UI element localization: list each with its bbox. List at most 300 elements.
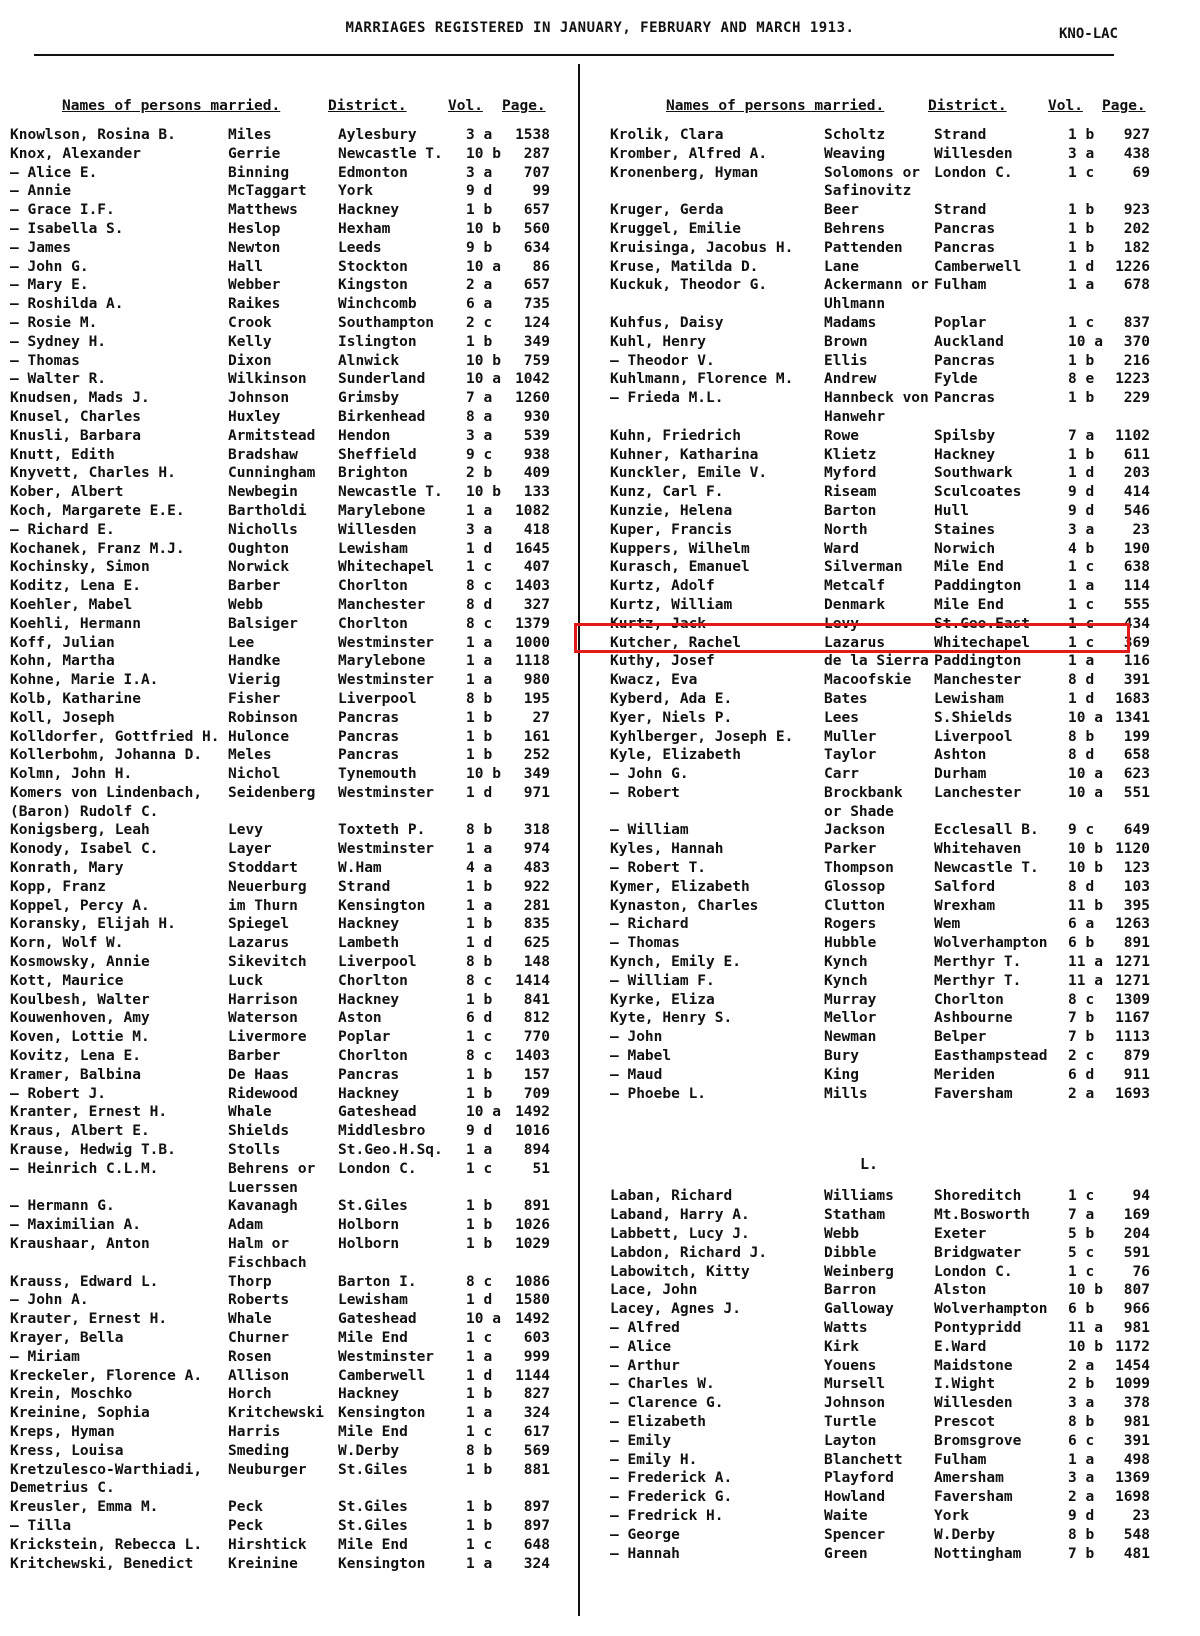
entry-name: — William	[610, 822, 689, 839]
entry-row	[10, 314, 576, 333]
entry-row	[10, 258, 576, 277]
entry-spouse: Kritchewski	[228, 1405, 325, 1422]
entry-vol: 1 a	[466, 634, 493, 651]
entry-district: Toxteth P.	[338, 822, 426, 839]
entry-name: Koehli, Hermann	[10, 615, 141, 632]
entry-spouse: Williams	[824, 1188, 894, 1205]
entry-district: S.Shields	[934, 709, 1013, 726]
entry-page: 1538	[515, 127, 550, 143]
entry-spouse: Kavanagh	[228, 1198, 298, 1215]
entry-name: Koulbesh, Walter	[10, 991, 150, 1008]
entry-vol: 1 b	[466, 1461, 493, 1478]
entry-name: Krolik, Clara	[610, 127, 724, 143]
entry-row	[10, 446, 576, 465]
entry-spouse: Miles	[228, 127, 272, 143]
entry-name: — Maud	[610, 1066, 663, 1083]
entry-name: — Frederick A.	[610, 1470, 733, 1487]
entry-spouse: Mellor	[824, 1010, 877, 1027]
entry-district: Belper	[934, 1029, 987, 1046]
entry-name: Kuthy, Josef	[610, 653, 715, 670]
entry-vol: 6 d	[1068, 1066, 1095, 1083]
entry-name: Kollerbohm, Johanna D.	[10, 747, 203, 764]
entry-name: — Thomas	[10, 352, 80, 369]
entry-row	[10, 558, 576, 577]
entry-name: Labbett, Lucy J.	[610, 1226, 750, 1243]
entry-row	[10, 352, 576, 371]
entry-vol: 2 c	[1068, 1048, 1095, 1065]
entry-spouse: Jackson	[824, 822, 886, 839]
entry-district: Kensington	[338, 897, 426, 914]
entry-name: Kruse, Matilda D.	[610, 258, 759, 275]
entry-spouse: Spiegel	[228, 916, 290, 933]
entry-page: 827	[523, 1386, 550, 1403]
entry-spouse: Hanwehr	[824, 408, 886, 425]
entry-page: 807	[1123, 1282, 1150, 1299]
entry-spouse: Blanchett	[824, 1451, 903, 1468]
entry-page: 974	[523, 841, 550, 858]
entry-spouse: Adam	[228, 1217, 263, 1234]
entry-page: 770	[523, 1029, 550, 1046]
entry-vol: 3 a	[466, 521, 493, 538]
entry-row	[610, 577, 1180, 596]
entry-page: 617	[523, 1423, 550, 1440]
entry-district: Prescot	[934, 1414, 996, 1430]
entry-district: Pancras	[934, 220, 996, 237]
entry-name: — Alice	[610, 1338, 672, 1355]
entry-row	[610, 709, 1180, 728]
left-entries	[10, 126, 576, 1573]
entry-district: Camberwell	[934, 258, 1022, 275]
entry-spouse: Beer	[824, 202, 859, 219]
entry-spouse: Johnson	[228, 390, 290, 407]
entry-page: 981	[1123, 1414, 1150, 1430]
entry-name: Knowlson, Rosina B.	[10, 127, 176, 143]
entry-name: Laban, Richard	[610, 1188, 733, 1205]
entry-district: Gateshead	[338, 1104, 417, 1121]
entry-spouse: Bury	[824, 1048, 859, 1065]
entry-district: Merthyr T.	[934, 972, 1022, 989]
entry-vol: 1 c	[1068, 596, 1095, 613]
entry-page: 555	[1123, 596, 1150, 613]
entry-name: — Phoebe L.	[610, 1085, 707, 1102]
entry-page: 324	[523, 1555, 550, 1572]
entry-page: 103	[1123, 878, 1150, 895]
entry-spouse: Rowe	[824, 427, 859, 444]
entry-page: 1167	[1115, 1010, 1150, 1027]
entry-row	[610, 784, 1180, 803]
entry-page: 349	[523, 333, 550, 350]
entry-row	[610, 258, 1180, 277]
entry-vol: 1 b	[466, 333, 493, 350]
entry-spouse: Whale	[228, 1104, 272, 1121]
entry-district: Chorlton	[338, 615, 408, 632]
entry-district: Paddington	[934, 578, 1022, 595]
entry-page: 879	[1123, 1048, 1150, 1065]
entry-vol: 10 b	[466, 484, 501, 501]
entry-spouse: Statham	[824, 1207, 886, 1224]
entry-vol: 1 b	[466, 1066, 493, 1083]
entry-vol: 7 a	[466, 390, 493, 407]
entry-district: Southampton	[338, 314, 435, 331]
entry-spouse: Barber	[228, 1048, 281, 1065]
entry-page: 395	[1123, 897, 1150, 914]
entry-name: Kochinsky, Simon	[10, 559, 150, 576]
entry-page: 1271	[1115, 954, 1150, 971]
entry-vol: 10 b	[1068, 841, 1103, 858]
entry-district: Chorlton	[338, 578, 408, 595]
entry-name: Kochanek, Franz M.J.	[10, 540, 185, 557]
entry-vol: 1 a	[466, 1348, 493, 1365]
entry-district: Liverpool	[934, 728, 1013, 745]
entry-name: Kuhl, Henry	[610, 333, 707, 350]
entry-row	[10, 709, 576, 728]
entry-row	[610, 1263, 1180, 1282]
entry-district: Holborn	[338, 1236, 400, 1253]
entry-name: Knusel, Charles	[10, 408, 141, 425]
entry-page: 980	[523, 672, 550, 689]
entry-name: — Sydney H.	[10, 333, 107, 350]
entry-name: — Richard	[610, 916, 689, 933]
entry-page: 1341	[1115, 709, 1150, 726]
entry-row	[10, 765, 576, 784]
entry-name: — Frederick G.	[610, 1489, 733, 1506]
entry-spouse: Hubble	[824, 935, 877, 952]
entry-page: 1260	[515, 390, 550, 407]
page-title: MARRIAGES REGISTERED IN JANUARY, FEBRUARY AND MARCH 1913.	[345, 20, 855, 36]
entry-vol: 1 a	[1068, 1451, 1095, 1468]
entry-spouse: Howland	[824, 1489, 886, 1506]
entry-vol: 4 b	[1068, 540, 1095, 557]
entry-spouse: Neuburger	[228, 1461, 307, 1478]
entry-page: 1086	[515, 1273, 550, 1290]
entry-name: Kronenberg, Hyman	[610, 164, 759, 181]
entry-district: Birkenhead	[338, 408, 426, 425]
entry-page: 927	[1123, 127, 1150, 143]
entry-spouse: De Haas	[228, 1066, 290, 1083]
entry-row	[610, 897, 1180, 916]
entry-name: — Richard E.	[10, 521, 115, 538]
entry-row	[10, 1291, 576, 1310]
entry-vol: 10 a	[1068, 784, 1103, 801]
entry-spouse: Webber	[228, 277, 281, 294]
entry-row	[10, 408, 576, 427]
entry-row	[610, 314, 1180, 333]
entry-spouse: Galloway	[824, 1301, 894, 1318]
entry-name: Kunz, Carl F.	[610, 484, 724, 501]
entry-name: Kruisinga, Jacobus H.	[610, 239, 794, 256]
entry-vol: 1 d	[466, 784, 493, 801]
entry-spouse: Glossop	[824, 878, 886, 895]
entry-vol: 9 d	[466, 183, 493, 200]
entry-name: Kromber, Alfred A.	[610, 145, 768, 162]
entry-vol: 7 b	[1068, 1545, 1095, 1562]
entry-vol: 1 b	[466, 202, 493, 219]
entry-district: Willesden	[338, 521, 417, 538]
entry-name: Knutt, Edith	[10, 446, 115, 463]
entry-district: Hull	[934, 502, 969, 519]
entry-district: St.Geo.H.Sq.	[338, 1142, 443, 1159]
entry-spouse: Lazarus	[824, 634, 886, 651]
entry-row	[610, 1281, 1180, 1300]
entry-name: Kuper, Francis	[610, 521, 733, 538]
entry-vol: 1 c	[466, 1423, 493, 1440]
entry-page: 891	[523, 1198, 550, 1215]
entry-district: Marylebone	[338, 653, 426, 670]
entry-district: Mile End	[338, 1423, 408, 1440]
entry-row	[610, 521, 1180, 540]
entry-district: Staines	[934, 521, 996, 538]
entry-name: — Mary E.	[10, 277, 89, 294]
entry-name: — Roshilda A.	[10, 296, 124, 313]
entry-row	[610, 333, 1180, 352]
entry-name: — John G.	[610, 766, 689, 783]
entry-row	[10, 1555, 576, 1574]
entry-name: Kymer, Elizabeth	[610, 878, 750, 895]
entry-name: Kranter, Ernest H.	[10, 1104, 168, 1121]
entry-name: — John	[610, 1029, 663, 1046]
entry-page: 649	[1123, 822, 1150, 839]
entry-page: 114	[1123, 578, 1150, 595]
entry-name: Kuhlmann, Florence M.	[610, 371, 794, 388]
entry-spouse: Behrens	[824, 220, 886, 237]
entry-spouse: Norwick	[228, 559, 290, 576]
entry-district: Pontypridd	[934, 1320, 1022, 1337]
entry-vol: 1 b	[1068, 446, 1095, 463]
entry-spouse: Peck	[228, 1499, 263, 1516]
entry-name: Kolldorfer, Gottfried H.	[10, 728, 220, 745]
entry-spouse: Turtle	[824, 1414, 877, 1430]
entry-district: Fylde	[934, 371, 978, 388]
entry-name: Kouwenhoven, Amy	[10, 1010, 150, 1027]
entry-page: 923	[1123, 202, 1150, 219]
entry-row	[610, 370, 1180, 389]
entry-row	[10, 483, 576, 502]
entry-spouse: Layer	[228, 841, 272, 858]
entry-page: 539	[523, 427, 550, 444]
entry-spouse: Kreinine	[228, 1555, 298, 1572]
entry-vol: 1 b	[466, 916, 493, 933]
entry-district: Chorlton	[934, 991, 1004, 1008]
entry-district: Barton I.	[338, 1273, 417, 1290]
entry-vol: 6 c	[1068, 1432, 1095, 1449]
entry-vol: 1 b	[466, 991, 493, 1008]
entry-name: Kraus, Albert E.	[10, 1123, 150, 1140]
entry-district: Hackney	[338, 1085, 400, 1102]
entry-row	[610, 540, 1180, 559]
entry-vol: 1 a	[466, 502, 493, 519]
entry-district: Pancras	[934, 390, 996, 407]
entry-row	[610, 427, 1180, 446]
entry-name: — Elizabeth	[610, 1414, 707, 1430]
entry-row	[10, 389, 576, 408]
l-entries	[610, 1187, 1180, 1563]
entry-row	[610, 1526, 1180, 1545]
entry-spouse: Pattenden	[824, 239, 903, 256]
entry-spouse: im Thurn	[228, 897, 298, 914]
entry-spouse: Matthews	[228, 202, 298, 219]
entry-row	[10, 577, 576, 596]
entry-name: Kohne, Marie I.A.	[10, 672, 159, 689]
entry-row	[610, 1413, 1180, 1432]
entry-spouse: Raikes	[228, 296, 281, 313]
entry-name: Knyvett, Charles H.	[10, 465, 176, 482]
entry-name: Kosmowsky, Annie	[10, 954, 150, 971]
entry-page: 349	[523, 766, 550, 783]
entry-page: 841	[523, 991, 550, 1008]
entry-vol: 6 b	[1068, 935, 1095, 952]
entry-row	[610, 1375, 1180, 1394]
entry-district: Strand	[934, 127, 987, 143]
entry-spouse: Waite	[824, 1507, 868, 1524]
entry-district: Pancras	[338, 747, 400, 764]
entry-vol: 1 c	[466, 1536, 493, 1553]
entry-vol: 10 b	[466, 352, 501, 369]
entry-name: — John A.	[10, 1292, 89, 1309]
entry-district: Westminster	[338, 634, 435, 651]
entry-name: Demetrius C.	[10, 1480, 115, 1497]
entry-district: Manchester	[338, 596, 426, 613]
entry-page: 23	[1132, 1507, 1150, 1524]
entry-district: St.Giles	[338, 1461, 408, 1478]
entry-name: — Emily H.	[610, 1451, 698, 1468]
entry-district: Kingston	[338, 277, 408, 294]
entry-spouse: Cunningham	[228, 465, 316, 482]
entry-district: St.Giles	[338, 1198, 408, 1215]
entry-page: 603	[523, 1330, 550, 1346]
entry-page: 391	[1123, 1432, 1150, 1449]
entry-row	[10, 652, 576, 671]
column-header	[610, 92, 1180, 126]
entry-name: Koff, Julian	[10, 634, 115, 651]
entry-row	[610, 634, 1180, 653]
entry-district: Alnwick	[338, 352, 400, 369]
entry-page: 481	[1123, 1545, 1150, 1562]
entry-district: St.Geo.East	[934, 615, 1031, 632]
entry-spouse: Newton	[228, 239, 281, 256]
entry-name: Kuppers, Wilhelm	[610, 540, 750, 557]
entry-row	[610, 652, 1180, 671]
entry-row	[610, 483, 1180, 502]
entry-row	[10, 1273, 576, 1292]
entry-district: W.Derby	[338, 1442, 400, 1459]
entry-spouse: Taylor	[824, 747, 877, 764]
entry-row	[610, 1085, 1180, 1104]
entry-vol: 1 b	[466, 728, 493, 745]
entry-district: Whitechapel	[934, 634, 1031, 651]
entry-district: Aylesbury	[338, 127, 417, 143]
entry-page: 1414	[515, 972, 550, 989]
entry-vol: 3 a	[466, 164, 493, 181]
entry-district: I.Wight	[934, 1376, 996, 1393]
entry-row	[10, 1329, 576, 1348]
entry-name: Krause, Hedwig T.B.	[10, 1142, 176, 1159]
entry-page: 1379	[515, 615, 550, 632]
entry-vol: 8 b	[1068, 728, 1095, 745]
entry-spouse: Clutton	[824, 897, 886, 914]
entry-row	[10, 728, 576, 747]
entry-row	[10, 972, 576, 991]
entry-name: Koppel, Percy A.	[10, 897, 150, 914]
entry-name: — Miriam	[10, 1348, 80, 1365]
entry-district: Willesden	[934, 1395, 1013, 1412]
entry-page: 1113	[1115, 1029, 1150, 1046]
entry-page: 216	[1123, 352, 1150, 369]
entry-name: Kyles, Hannah	[610, 841, 724, 858]
entry-vol: 6 a	[1068, 916, 1095, 933]
entry-spouse: Lazarus	[228, 935, 290, 952]
entry-district: Amersham	[934, 1470, 1004, 1487]
entry-row	[10, 1536, 576, 1555]
entry-name: Kreinine, Sophia	[10, 1405, 150, 1422]
entry-district: Hackney	[338, 1386, 400, 1403]
entry-district: Sunderland	[338, 371, 426, 388]
entry-page: 971	[523, 784, 550, 801]
entry-district: Westminster	[338, 784, 435, 801]
entry-page: 182	[1123, 239, 1150, 256]
entry-spouse: Kynch	[824, 972, 868, 989]
entry-name: — Robert	[610, 784, 680, 801]
entry-name: Koch, Margarete E.E.	[10, 502, 185, 519]
entry-name: Konigsberg, Leah	[10, 822, 150, 839]
entry-spouse: Klietz	[824, 446, 877, 463]
entry-vol: 1 a	[466, 1405, 493, 1422]
entry-page: 894	[523, 1142, 550, 1159]
entry-name: — John G.	[10, 258, 89, 275]
entry-row	[610, 728, 1180, 747]
entry-page: 658	[1123, 747, 1150, 764]
entry-vol: 8 d	[1068, 747, 1095, 764]
entry-district: Shoreditch	[934, 1188, 1022, 1205]
entry-spouse: Dixon	[228, 352, 272, 369]
entry-district: Strand	[934, 202, 987, 219]
entry-page: 1172	[1115, 1338, 1150, 1355]
entry-district: Pancras	[338, 709, 400, 726]
entry-spouse: Fischbach	[228, 1254, 307, 1271]
entry-district: Spilsby	[934, 427, 996, 444]
entry-page: 318	[523, 822, 550, 839]
entry-name: Kuckuk, Theodor G.	[610, 277, 768, 294]
entry-vol: 1 b	[1068, 127, 1095, 143]
entry-spouse: Heslop	[228, 220, 281, 237]
entry-name: Koditz, Lena E.	[10, 578, 141, 595]
entry-district: Fulham	[934, 277, 987, 294]
header-names: Names of persons married.	[62, 98, 281, 114]
entry-page: 837	[1123, 314, 1150, 331]
entry-page: 1016	[515, 1123, 550, 1140]
entry-row	[10, 840, 576, 859]
entry-row	[610, 464, 1180, 483]
entry-vol: 7 a	[1068, 1207, 1095, 1224]
entry-page: 204	[1123, 1226, 1150, 1243]
entry-district: Merthyr T.	[934, 954, 1022, 971]
entry-name: — Thomas	[610, 935, 680, 952]
entry-spouse: Shields	[228, 1123, 290, 1140]
entry-spouse: Newbegin	[228, 484, 298, 501]
entry-vol: 8 d	[466, 596, 493, 613]
entry-page: 1082	[515, 502, 550, 519]
entry-row	[610, 502, 1180, 521]
entry-spouse: Armitstead	[228, 427, 316, 444]
entry-name: Laband, Harry A.	[610, 1207, 750, 1224]
entry-district: Ashton	[934, 747, 987, 764]
entry-spouse: Metcalf	[824, 578, 886, 595]
entry-vol: 10 b	[466, 766, 501, 783]
entry-district: London C.	[338, 1160, 417, 1177]
entry-spouse: Binning	[228, 164, 290, 181]
entry-row	[610, 803, 1180, 822]
entry-name: — Clarence G.	[610, 1395, 724, 1412]
entry-name: Kyte, Henry S.	[610, 1010, 733, 1027]
